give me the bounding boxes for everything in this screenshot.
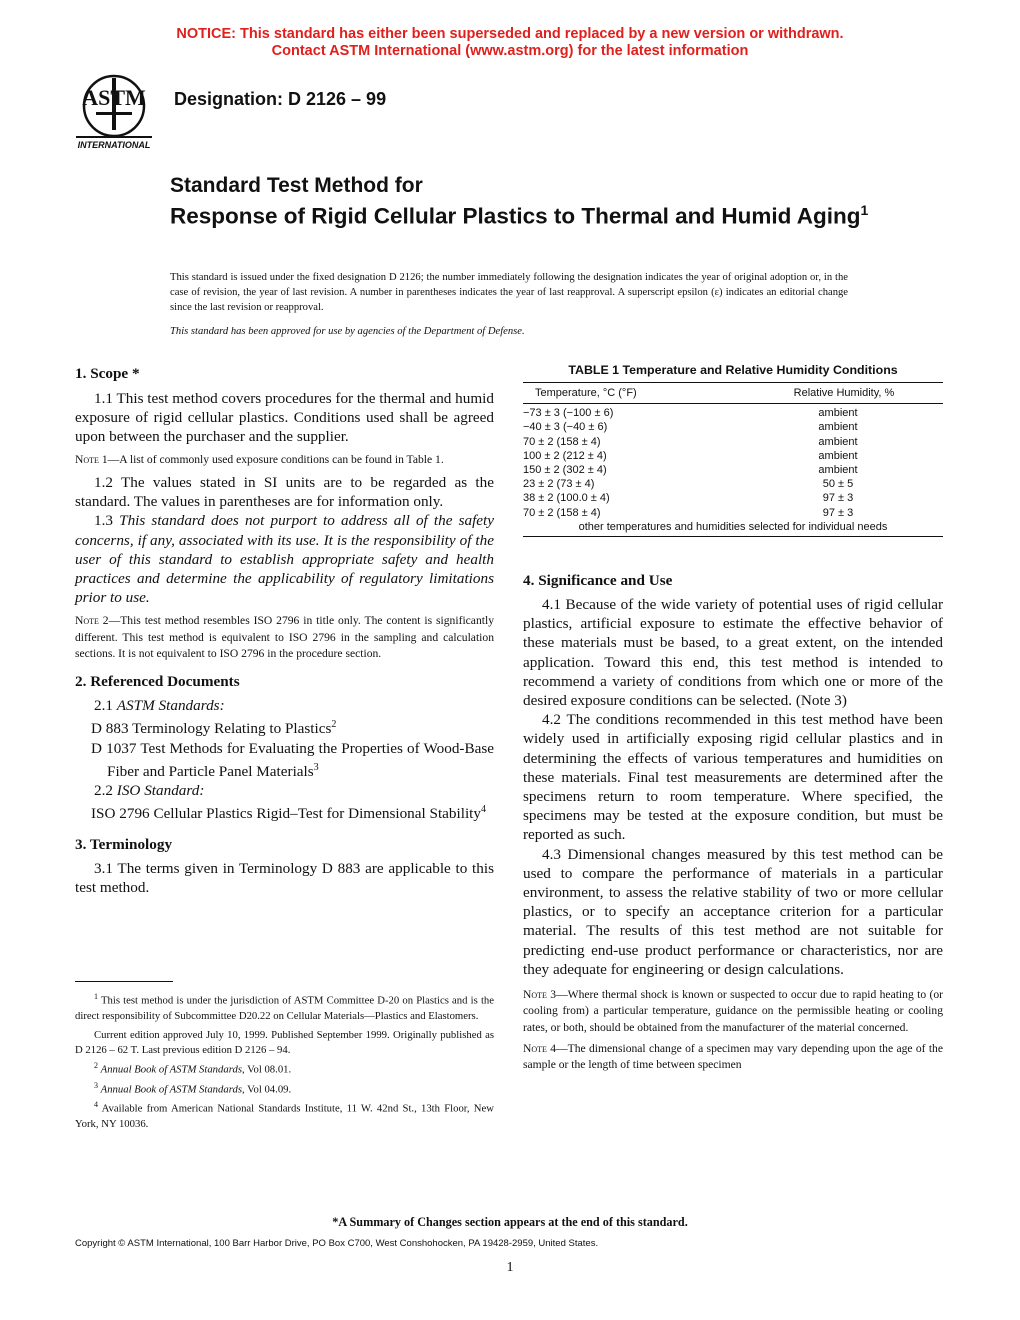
scope-1-3-num: 1.3 [94, 512, 120, 530]
scope-1-3-text: This standard does not purport to address all of the safety concerns, if any, associated with its use. It is the responsibility of the user of this standard to establish appropriate safety and health practices and determine the applicability of regulatory limitations prior to use. [75, 512, 495, 607]
scope-1-3 [75, 511, 494, 607]
section-terminology-heading: 3. Terminology [75, 835, 173, 853]
table-cell-temp: 100 ± 2 (212 ± 4) [523, 449, 607, 462]
designation: Designation: D 2126 – 99 [174, 89, 387, 109]
table-header-rule [523, 403, 943, 404]
table-bottom-rule [523, 536, 943, 537]
note-4 [523, 1041, 943, 1074]
table-cell-temp: −73 ± 3 (−100 ± 6) [523, 407, 614, 420]
note-3-text: —Where thermal shock is known or suspected to occur due to rapid heating to (or cooling from) a particular temperature, guidance on the permissible heating or cooling rates, or both, should be obtained from the manufacturer of the material concerned. [523, 988, 943, 1034]
ref-d883-text: D 883 Terminology Relating to Plastics [91, 720, 332, 738]
ref-iso2796 [75, 800, 494, 823]
table-cell-rh: 97 ± 3 [822, 506, 854, 519]
table-row [523, 491, 943, 505]
table-cell-rh: ambient [818, 449, 858, 462]
table-cell-temp: 70 ± 2 (158 ± 4) [523, 435, 601, 448]
table-cell-rh: 97 ± 3 [822, 492, 854, 505]
terminology-3-1: 3.1 The terms given in Terminology D 883 are applicable to this test method. [75, 859, 494, 896]
title-line-2 [170, 198, 870, 229]
footnotes [75, 989, 494, 1132]
refdocs-2-1-num: 2.1 [94, 697, 117, 715]
footnote-1-text: This test method is under the jurisdiction of ASTM Committee D-20 on Plastics and is the direct responsibility of Subcommittee D20.22 on Cellular Materials—Plastics and Elastomers. [75, 994, 495, 1022]
table-row [523, 435, 943, 449]
footnote-3-text: Annual Book of ASTM Standards [100, 1083, 242, 1096]
ref-d883 [75, 715, 494, 738]
table-cell-rh: ambient [818, 421, 858, 434]
section-refdocs-heading: 2. Referenced Documents [75, 673, 240, 691]
note-3-label: Note 3 [523, 988, 557, 1002]
footnote-2-mark: 2 [94, 1060, 98, 1070]
refdocs-2-1 [75, 696, 494, 715]
table-1-grid [523, 383, 943, 403]
note-2-text: —This test method resembles ISO 2796 in title only. The content is significantly different. This test method is equivalent to ISO 2796 in the sampling and calculation sections. It is not equivalent to ISO 2796 in the procedure section. [75, 614, 494, 660]
table-cell-temp: 38 ± 2 (100.0 ± 4) [523, 492, 610, 505]
summary-of-changes-note: *A Summary of Changes section appears at the end of this standard. [332, 1215, 688, 1229]
table-header-temp: Temperature, °C (°F) [535, 387, 637, 399]
scope-1-1: 1.1 This test method covers procedures for the thermal and humid exposure of rigid cellular plastics. Conditions used shall be agreed upon between the purchaser and the supplier. [75, 390, 494, 446]
note-4-label: Note 4 [523, 1041, 557, 1055]
note-1-text: —A list of commonly used exposure conditions can be found in Table 1. [107, 452, 444, 466]
footnote-1-mark: 1 [94, 992, 98, 1001]
refdocs-2-2-text: ISO Standard: [116, 782, 205, 800]
note-1-label: Note 1 [75, 452, 108, 466]
ref-d1037-text: D 1037 Test Methods for Evaluating the Properties of Wood-Base Fiber and Particle Panel Materials [91, 739, 494, 780]
table-1-body [523, 406, 943, 534]
dod-approval: This standard has been approved for use by agencies of the Department of Defense. [170, 326, 525, 337]
footnote-4-text: Available from American National Standards Institute, 11 W. 42nd St., 13th Floor, New York, NY 10036. [75, 1102, 494, 1130]
refdocs-2-2-num: 2.2 [94, 782, 117, 800]
page-number: 1 [506, 1260, 514, 1275]
note-4-text: —The dimensional change of a specimen may vary depending upon the age of the sample or the length of time between specimen [523, 1041, 943, 1072]
section-scope-heading: 1. Scope * [75, 365, 140, 382]
note-3 [523, 987, 943, 1036]
table-cell-rh: ambient [818, 407, 858, 420]
astm-logo [66, 72, 162, 152]
note-1 [75, 452, 494, 468]
ref-iso2796-text: ISO 2796 Cellular Plastics Rigid–Test for Dimensional Stability [91, 805, 481, 823]
logo-text: INTERNATIONAL [77, 140, 151, 150]
scope-1-2: 1.2 The values stated in SI units are to be regarded as the standard. The values in parentheses are for information only. [75, 473, 494, 511]
notice-line-2: Contact ASTM International (www.astm.org) for the latest information [271, 43, 749, 59]
table-cell-temp: −40 ± 3 (−40 ± 6) [523, 421, 608, 434]
footnote-3-mark: 3 [94, 1080, 98, 1090]
astm-logo-mark [66, 72, 162, 152]
left-column [75, 365, 494, 897]
title-footnote-mark: 1 [860, 202, 869, 218]
table-row [523, 506, 943, 520]
table-row [523, 420, 943, 434]
ref-d883-mark: 2 [331, 719, 337, 731]
table-1-caption: TABLE 1 Temperature and Relative Humidity Conditions [568, 363, 898, 377]
footnote-2-text: Annual Book of ASTM Standards [100, 1063, 242, 1076]
intro-paragraph: This standard is issued under the fixed designation D 2126; the number immediately following the designation indicates the year of original adoption or, in the case of revision, the year of last revision. A number in parentheses indicates the year of last reapproval. A superscript epsilon (ε) indicates an editorial change since the last revision or reapproval. [170, 272, 848, 314]
table-cell-rh: 50 ± 5 [822, 478, 854, 491]
table-footer-text: other temperatures and humidities selected for individual needs [578, 520, 888, 533]
table-row [523, 449, 943, 463]
footnote-1b: Current edition approved July 10, 1999. Published September 1999. Originally published as D 2126 – 62 T. Last previous edition D 2126 – 94. [75, 1028, 494, 1056]
footnote-4-mark: 4 [94, 1100, 98, 1110]
title-line-1: Standard Test Method for [170, 174, 423, 197]
footnote-1 [75, 989, 494, 1024]
footnote-2-vol: , Vol 08.01. [241, 1063, 292, 1076]
significance-4-3: 4.3 Dimensional changes measured by this test method can be used to compare the performance of materials in a particular environment, to assess the relative stability of two or more cellular plastics, or to specify an acceptance criterion for a particular material. The results of this test method are not suitable for predicting end-use product performance or characteristics, nor are they adequate for engineering or design calculations. [523, 845, 943, 978]
footnote-2 [75, 1058, 494, 1078]
copyright: Copyright © ASTM International, 100 Barr Harbor Drive, PO Box C700, West Conshohocken, PA 19428-2959, United States. [75, 1238, 599, 1249]
table-cell-temp: 70 ± 2 (158 ± 4) [523, 506, 601, 519]
footnote-3-vol: , Vol 04.09. [241, 1083, 292, 1096]
table-cell-rh: ambient [818, 464, 858, 477]
table-1 [523, 382, 943, 537]
significance-4-1: 4.1 Because of the wide variety of potential uses of rigid cellular plastics, artificial exposure to estimate the effective behavior of these materials must be based, to a great extent, on the intended application. Toward this end, this test method is intended to recommend a variety of conditions from which one or more of the desired exposure conditions can be selected. (Note 3) [523, 596, 943, 710]
ref-d1037-mark: 3 [313, 761, 319, 773]
title-main: Response of Rigid Cellular Plastics to Thermal and Humid Aging [170, 203, 861, 229]
refdocs-2-1-text: ASTM Standards: [116, 697, 225, 715]
notice-line-1: NOTICE: This standard has either been superseded and replaced by a new version or withdrawn. [176, 26, 844, 42]
footnote-4 [75, 1097, 494, 1132]
table-cell-rh: ambient [818, 435, 858, 448]
right-column [523, 572, 943, 1074]
ref-iso2796-mark: 4 [481, 804, 486, 816]
table-cell-temp: 150 ± 2 (302 ± 4) [523, 464, 607, 477]
withdrawal-notice [0, 26, 1020, 60]
section-significance-heading: 4. Significance and Use [523, 572, 673, 589]
ref-d1037 [75, 739, 494, 781]
table-footer-row [523, 520, 943, 534]
refdocs-2-2 [75, 781, 494, 800]
table-row [523, 406, 943, 420]
significance-4-2: 4.2 The conditions recommended in this test method have been widely used in artificially exposing rigid cellular plastics and in determining the effects of various temperatures and humidities on these materials. Final test measurements are determined after the specimens return to room temperature. Where specified, the specimens may be tested at the exposure condition, but must be reported as such. [523, 711, 943, 844]
table-header-row [523, 383, 943, 403]
table-cell-temp: 23 ± 2 (73 ± 4) [523, 478, 595, 491]
footnote-3 [75, 1078, 494, 1098]
table-header-rh: Relative Humidity, % [793, 387, 895, 399]
footnote-rule [75, 981, 173, 982]
table-row [523, 463, 943, 477]
table-row [523, 477, 943, 491]
logo-letters: ASTM [82, 85, 146, 110]
note-2 [75, 613, 494, 662]
note-2-label: Note 2 [75, 614, 109, 628]
